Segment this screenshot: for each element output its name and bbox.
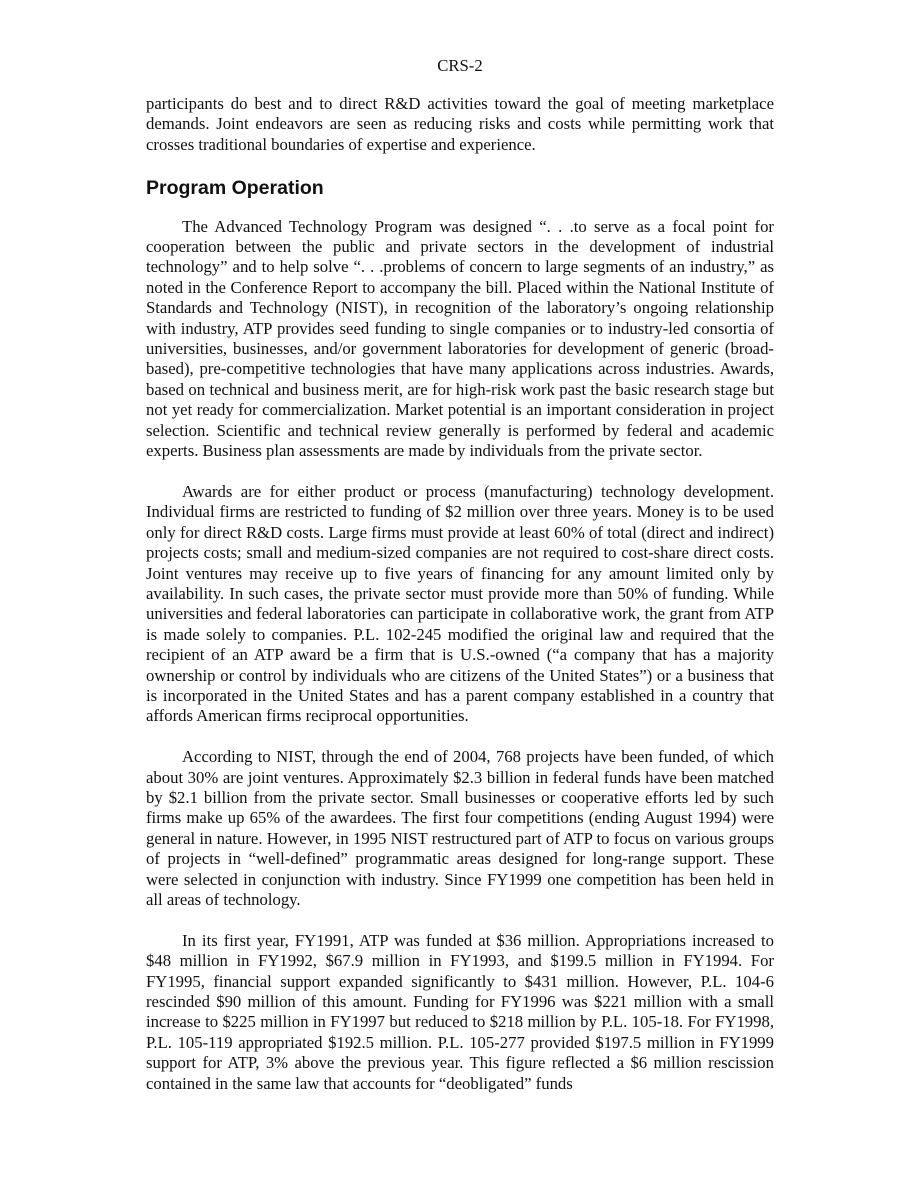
paragraph-program-design: The Advanced Technology Program was designed “. . .to serve as a focal point for cooperation between the public and private sectors in the development of industrial technology” and to help solve “. . .problems of concern to large segments of an industry,” as noted in the Conference Report to accompany the bill. Placed within the National Institute of Standards and Technology (NIST), in recognition of the laboratory’s ongoing relationship with industry, ATP provides seed funding to single companies or to industry-led consortia of universities, businesses, and/or government laboratories for development of generic (broad-based), pre-competitive technologies that have many applications across industries. Awards, based on technical and business merit, are for high-risk work past the basic research stage but not yet ready for commercialization. Market potential is an important consideration in project selection. Scientific and technical review generally is performed by federal and academic experts. Business plan assessments are made by individuals from the private sector. (146, 216, 774, 461)
document-body (146, 94, 774, 1114)
paragraph-funding-history: In its first year, FY1991, ATP was funded at $36 million. Appropriations increased to $48 million in FY1992, $67.9 million in FY1993, and $199.5 million in FY1994. For FY1995, financial support expanded significantly to $431 million. However, P.L. 104-6 rescinded $90 million of this amount. Funding for FY1996 was $221 million with a small increase to $225 million in FY1997 but reduced to $218 million by P.L. 105-18. For FY1998, P.L. 105-119 appropriated $192.5 million. P.L. 105-277 provided $197.5 million in FY1999 support for ATP, 3% above the previous year. This figure reflected a $6 million rescission contained in the same law that accounts for “deobligated” funds (146, 930, 774, 1093)
section-heading-program-operation: Program Operation (146, 176, 324, 199)
paragraph-nist-statistics: According to NIST, through the end of 2004, 768 projects have been funded, of which about 30% are joint ventures. Approximately $2.3 billion in federal funds have been matched by $2.1 billion from the private sector. Small businesses or cooperative efforts led by such firms make up 65% of the awardees. The first four competitions (ending August 1994) were general in nature. However, in 1995 NIST restructured part of ATP to focus on various groups of projects in “well-defined” programmatic areas designed for long-range support. These were selected in conjunction with industry. Since FY1999 one competition has been held in all areas of technology. (146, 747, 774, 909)
paragraph-awards: Awards are for either product or process (manufacturing) technology development. Individual firms are restricted to funding of $2 million over three years. Money is to be used only for direct R&D costs. Large firms must provide at least 60% of total (direct and indirect) projects costs; small and medium-sized companies are not required to cost-share direct costs. Joint ventures may receive up to five years of financing for any amount limited only by availability. In such cases, the private sector must provide more than 50% of funding. While universities and federal laboratories can participate in collaborative work, the grant from ATP is made solely to companies. P.L. 102-245 modified the original law and required that the recipient of an ATP award be a firm that is U.S.-owned (“a company that has a majority ownership or control by individuals who are citizens of the United States”) or a business that is incorporated in the United States and has a parent company established in a country that affords American firms reciprocal opportunities. (146, 481, 774, 726)
page-number-header: CRS-2 (437, 56, 483, 75)
paragraph-intro-continued: participants do best and to direct R&D activities toward the goal of meeting marketplace demands. Joint endeavors are seen as reducing risks and costs while permitting work that crosses traditional boundaries of expertise and experience. (146, 94, 774, 154)
